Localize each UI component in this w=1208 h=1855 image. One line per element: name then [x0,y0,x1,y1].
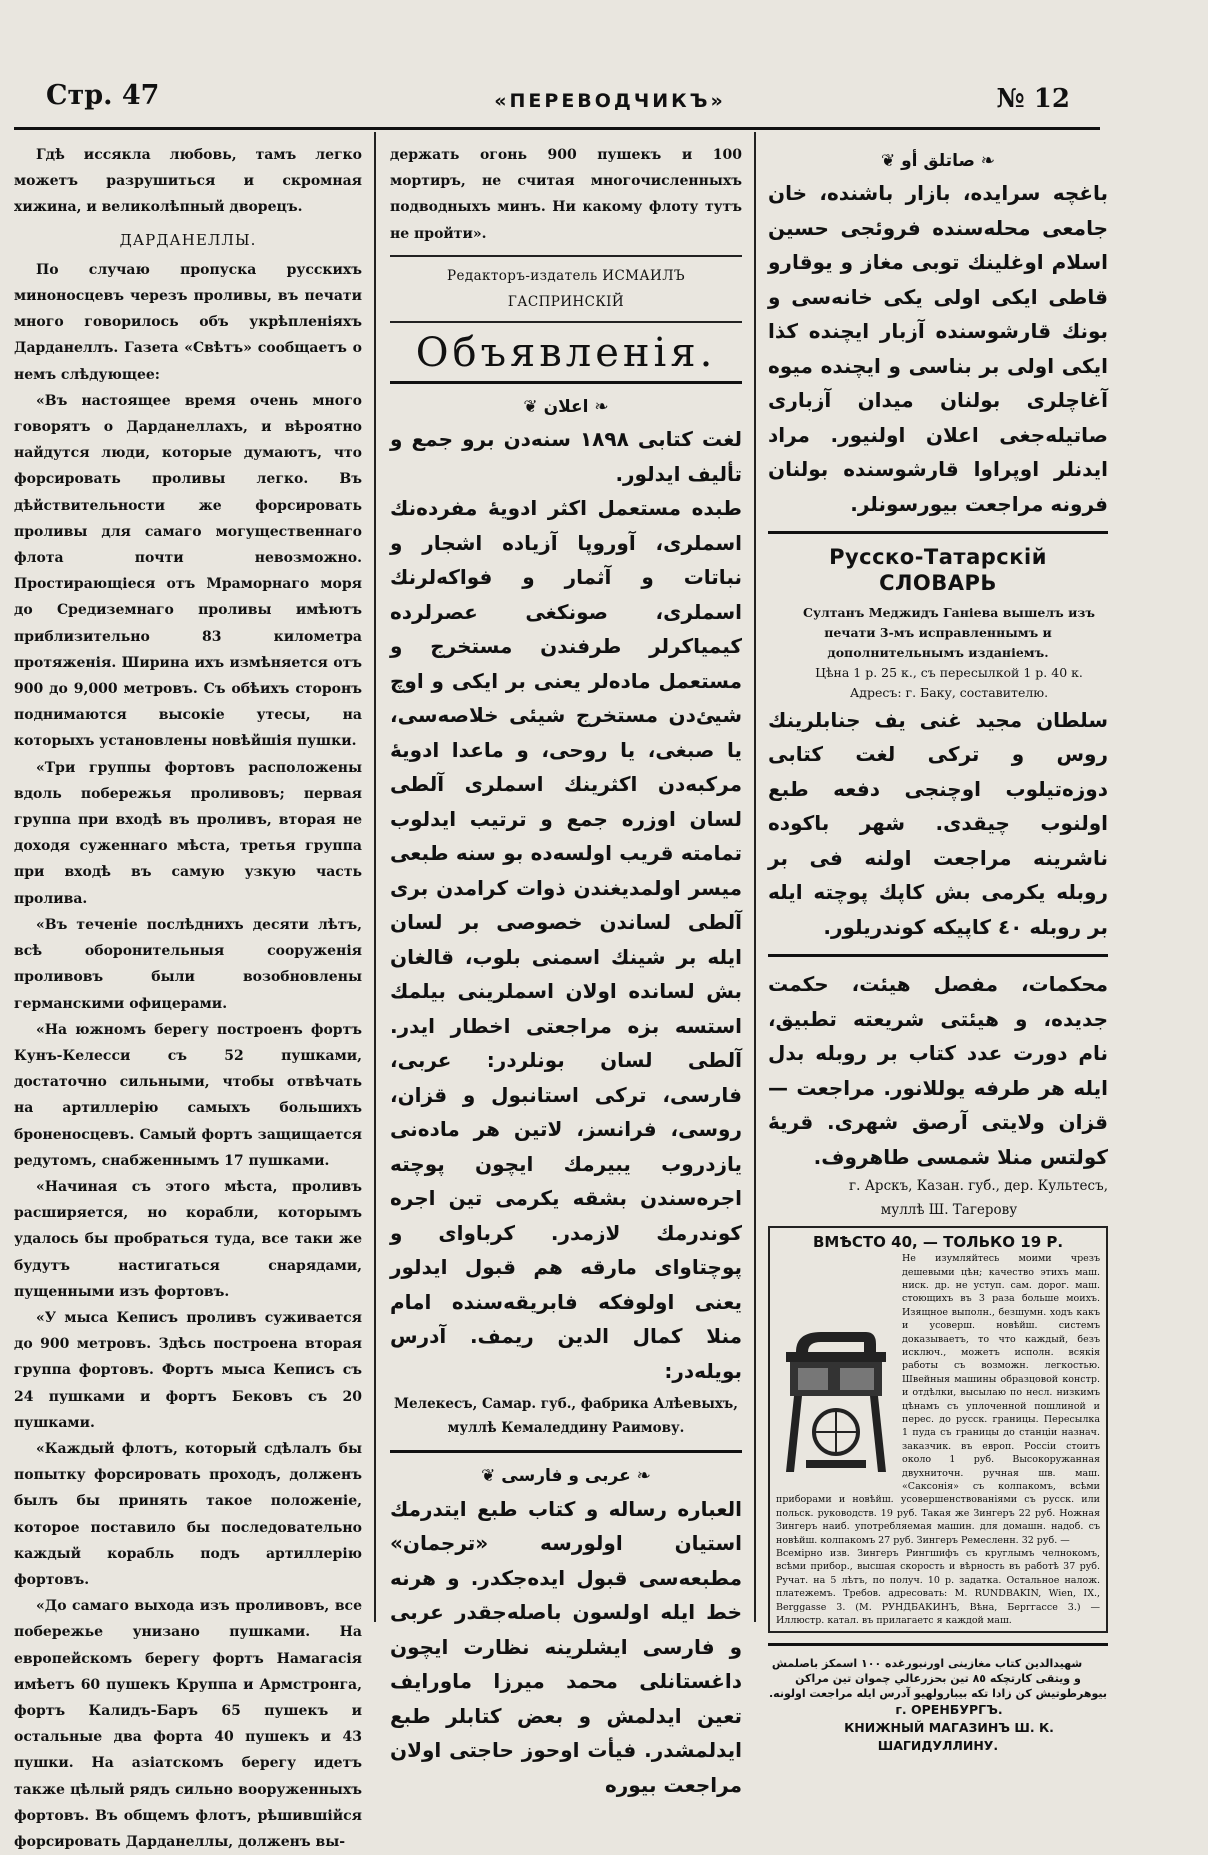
article-continuation: держать огонь 900 пушекъ и 100 мортиръ, не считая многочисленныхъ подводныхъ минъ. Ни какому флоту тутъ не пройти». [390,147,742,242]
header-rule [14,127,1100,130]
article-paragraph: По случаю пропуска русскихъ миноносцевъ черезъ проливы, въ печати много говорилось объ укрѣпленіяхъ Дарданеллъ. Газета «Свѣтъ» сообщаетъ о немъ слѣдующее: [14,261,362,383]
ad-house-for-sale: باغچه سرايده، بازار باشنده، خان جامعى محله‌سنده فروئجى حسين اسلام اوغلينك توبى مغاز و يوقارو قاطى ايكى اولى يكى خانه‌سى و بونك قارشوسنده آزبار ايچنده كذا ايكى اولى بر بناسى و ايچنده ميوه آغاچلرى بولنان ميدان آزبارى صاتيله‌جغى اعلان اولنيور. مراد ايدنلر اوپراوا قارشوسنده بولنان فرونه مراجعت بيورسونلر. [768,181,1108,516]
bookshop-name: КНИЖНЫЙ МАГАЗИНЪ Ш. К. ШАГИДУЛЛИНУ. [844,1720,1054,1754]
ad-divider [768,1643,1108,1646]
ad-box-text: Не изумляйтесь моими чрезъ дешевыми цѣн; качество этихъ маш. ниск. др. не уступ. сам. дорог. маш. стоющихъ въ 3 раза больше моихъ. Изящное выполн., безшумн. ходъ какъ и усоверш. новѣйш. системъ доказываетъ, то что каждый, безъ исключ., можетъ исполн. всякія работы съ возможн. легкостью. Швейныя машины образцовой констр. и отдѣлки, высылаю по несл. низкимъ цѣнамъ съ уплоченной пошлиной и перес. до русск. границы. Пересылка 1 пудa съ границы до станціи назнач. заказчик. въ европ. Россіи стоитъ около 1 руб. Высокоружанная двухниточн. ручная шв. маш. «Саксонія» съ колпакомъ, всѣми приборами и новѣйш. усовершенствованіями съ русск. или польск. руководств. 19 руб. Такая же Зингеръ 22 руб. Ножная Зингеръ наиб. употребляемая машин. для домашн. надоб. съ новѣйш. колпакомъ 27 руб. Зингеръ Ремесленн. 32 руб. — [776,1253,1100,1546]
ad-heading: ❦ صاتلق أو ❧ [880,151,996,171]
article-title: ДАРДАНЕЛЛЫ. [119,230,257,249]
page-header [40,78,1100,118]
sewing-machine-ad [768,1226,1108,1633]
ad-box-text: Всемірно изв. Зингеръ Рингшифъ съ круглымъ челнокомъ, всѣми прибор., высшая скорость и вѣрность въ работѣ 37 руб. Ручат. на 5 лѣтъ, по получ. 10 р. задатка. Остальное налож. платежемъ. Требов. адресовать: M. RUNDBAKIN, Wien, IX., Berggasse 3. (М. РУНДБАКИНЪ, Вѣна, Берггассе 3.) — Иллюстр. катал. въ прилагаетс я каждой маш. [776,1548,1100,1627]
article-paragraph: «Три группы фортовъ расположены вдоль побережья проливовъ; первая группа при входѣ въ проливъ, вторая не доходя суженнаго мѣста, третья группа при входѣ въ самую узкую часть пролива. [14,759,362,907]
ad-dictionary-arabic: لغت كتابى ١٨٩٨ سنه‌دن برو جمع و تأليف ايدلور. طبده مستعمل اكثر ادويهٔ مفرده‌نك اسملرى، آوروپا آزياده اشجار و نباتات و آثمار و فواكه‌لرنك اسملرى، صونكغى عصرلرده كيمياكرلر طرفندن مستخرج و مستعمل ماده‌لر يعنى بر ايكى و اوچ شيئ‌دن مستخرج شيئى خلاصه‌سى، يا صبغى، يا روحى، و ماعدا ادويهٔ مركبه‌دن اكثرينك اسملرى آلطى لسان اوزره جمع و ترتيب ايدلوب تمامته قريب اولسه‌ده بو سنه طبعى ميسر اولمديغندن ذوات كرامدن برى آلطى لساندن خصوصى بر لسان ايله بر شينك اسمنى بلوب، قالغان بش لسانده اولان اسملرينى بيلمك استسه بزه مراجعتى اخطار ايدر. آلطى لسان بونلردر: عربى، فارسى، تركى استانبول و قزان، روسى، فرانسز، لاتين هر ماده‌نى يازدروب يبيرمك ايچون پوچته اجره‌سندن بشقه يكرمى تين اجره كوندرمك لازمدر. كرباواى و پوچتاواى مارقه هم قبول ايدلور يعنى اولوفكه فابريقه‌سنده امام منلا كمال الدين ريمف. آدرس بويله‌در: [390,427,742,1383]
article-paragraph: «Въ настоящее время очень много говорятъ о Дарданеллахъ, и вѣроятно найдутся люди, которые думаютъ, что форсировать проливы легко. Въ дѣйствительности же форсировать проливы для самаго могущественнаго флота почти невозможно. Простирающіеся отъ Мраморнаго моря до Средиземнаго проливы имѣютъ приблизительно 83 километра протяженія. Ширина ихъ измѣняется отъ 900 до 9,000 метровъ. Съ обѣихъ сторонъ поднимаются высокіе утесы, на которыхъ установлены новѣйшія пушки. [14,392,362,750]
column-divider-2 [754,132,756,1622]
sewing-machine-icon [776,1332,896,1482]
article-paragraph: «У мыса Кеписъ проливъ суживается до 900 метровъ. Здѣсь построена вторая группа фортовъ. Фортъ мыса Кеписъ съ 24 пушками и фортъ Бековъ съ 20 пушками. [14,1309,362,1431]
ad-printing-arabic: العباره رساله و كتاب طبع ايتدرمك استيان اولورسه «ترجمان» مطبعه‌سى قبول ايده‌جكدر. و هرنه خط ايله اولسون باصله‌جقدر عربى و فارسى ايشلرينه نظارت ايچون داغستانلى محمد ميرزا ماورايف تعين ايدلمش و بعض كتابلر طبع ايدلمشدر. فيأت اوحوز حاجتى اولان مراجعت بيوره [390,1496,742,1797]
article-paragraph: «До самаго выхода изъ проливовъ, все побережье унизано пушками. На европейскомъ берегу фортъ Намагасія имѣетъ 60 пушекъ Круппа и Армстронга, фортъ Калидъ-Баръ 65 пушекъ и остальные два форта 40 пушекъ и 43 пушки. На азіатскомъ берегу идетъ также цѣлый рядъ сильно вооруженныхъ фортовъ. Въ общемъ флотъ, рѣшившійся форсировать Дарданеллы, долженъ вы- [14,1598,362,1850]
fleuron-ornament-icon: ❦ [880,151,902,171]
ad-divider [768,531,1108,534]
editor-line: Редакторъ-издатель ИСМАИЛЪ ГАСПРИНСКІЙ [390,255,742,323]
ad-box-heading: ВМѢСТО 40, — ТОЛЬКО 19 Р. [812,1233,1064,1252]
fleuron-ornament-icon: ❧ [588,397,609,418]
article-paragraph: «Начиная съ этого мѣста, проливъ расширяется, но корабли, которымъ удалось бы пробраться туда, все таки же будутъ настигаться снарядами, пущенными изъ фортовъ. [14,1178,362,1300]
fleuron-ornament-icon: ❧ [630,1466,651,1487]
fleuron-ornament-icon: ❦ [481,1466,502,1487]
dictionary-address: Адресъ: г. Баку, составителю. [849,684,1049,700]
article-paragraph: «Въ теченіе послѣднихъ десяти лѣтъ, всѣ оборонительныя сооруженія проливовъ были возобновлены германскими офицерами. [14,916,362,1012]
ad-heading: ❦ اعلان ❧ [523,397,609,418]
column-advertisements [390,142,742,1802]
ad-divider [390,1450,742,1453]
ad-address-line: муллѣ Кемаледдину Раимову. [447,1420,685,1437]
newspaper-title: «ПЕРЕВОДЧИКЪ» [494,90,726,112]
fleuron-ornament-icon: ❧ [974,151,996,171]
dictionary-text: Султанъ Меджидъ Ганіева вышелъ изъ печати 3-мъ исправленнымъ и дополнительнымъ изданіемъ. [803,604,1095,660]
ad-address-line: Мелекесъ, Самар. губ., фабрика Алѣевыхъ, [394,1396,738,1413]
issue-number: № 12 [996,84,1070,114]
bookshop-city: г. ОРЕНБУРГЪ. [895,1702,1003,1718]
article-paragraph: «Каждый флотъ, который сдѣлалъ бы попытку форсировать проходъ, долженъ былъ бы принять такое положеніе, которое поставило бы последовательно каждый корабль подъ артиллерію фортовъ. [14,1440,362,1588]
column-divider-1 [374,132,376,1622]
books-arabic: محكمات، مفصل هيئت، حكمت جديده، و هيئتى شريعته تطبيق، نام دورت عدد كتاب بر روبله بدل ايله هر طرفه يوللانور. مراجعت — قزان ولايتى آرصق شهرى. قريهٔ كولتس منلا شمسى طاهروف. [768,972,1108,1169]
ad-divider [768,954,1108,957]
column-notices [768,142,1108,1755]
article-paragraph: «На южномъ берегу построенъ фортъ Кунъ-Келесси съ 52 пушками, достаточно сильными, чтобы отвѣчать на артиллерію самыхъ большихъ броненосцевъ. Самый фортъ защищается редутомъ, снабженнымъ 17 пушками. [14,1021,362,1169]
books-address: г. Арскъ, Казан. губ., дер. Культесъ, [849,1178,1108,1195]
dictionary-price: Цѣна 1 р. 25 к., съ пересылкой 1 р. 40 к. [815,664,1083,680]
page-number: Стр. 47 [46,80,160,111]
books-address: муллѣ Ш. Тагерову [880,1202,1018,1219]
column-dardanelles [14,142,362,1855]
intro-paragraph: Гдѣ иссякла любовь, тамъ легко можетъ разрушиться и скромная хижина, и великолѣпный дворецъ. [14,147,362,216]
bookshop-arabic: شهيدالدين كتاب مغازينى اورنبورغده ١٠٠ اسمكز باصلمش و ويتقى كارتچكه ٨٥ تين بحزرعالي چموان تين مراكن بيوهرطوتيش كن زادا تكه بيبارولهيو آدرس ايله مراجعت اولونه. [768,1657,1108,1701]
ads-title-rule [390,381,742,384]
ad-heading: ❦ عربى و فارسى ❧ [481,1466,651,1487]
dictionary-title: Русско-Татарскій СЛОВАРЬ [829,545,1047,596]
dictionary-arabic: سلطان مجيد غنى يف جنابلرينك روس و تركى لغت كتابى دوزه‌تيلوب اوچنجى دفعه طبع اولنوب چيقدى. شهر باكوده ناشرينه مراجعت اولنه فى بر روبله يكرمى بش كاپك پوچته ايله بر روبله ٤٠ كاپيكه كوندريلور. [768,707,1108,939]
ads-title: Объявленія. [415,330,717,377]
fleuron-ornament-icon: ❦ [523,397,544,418]
